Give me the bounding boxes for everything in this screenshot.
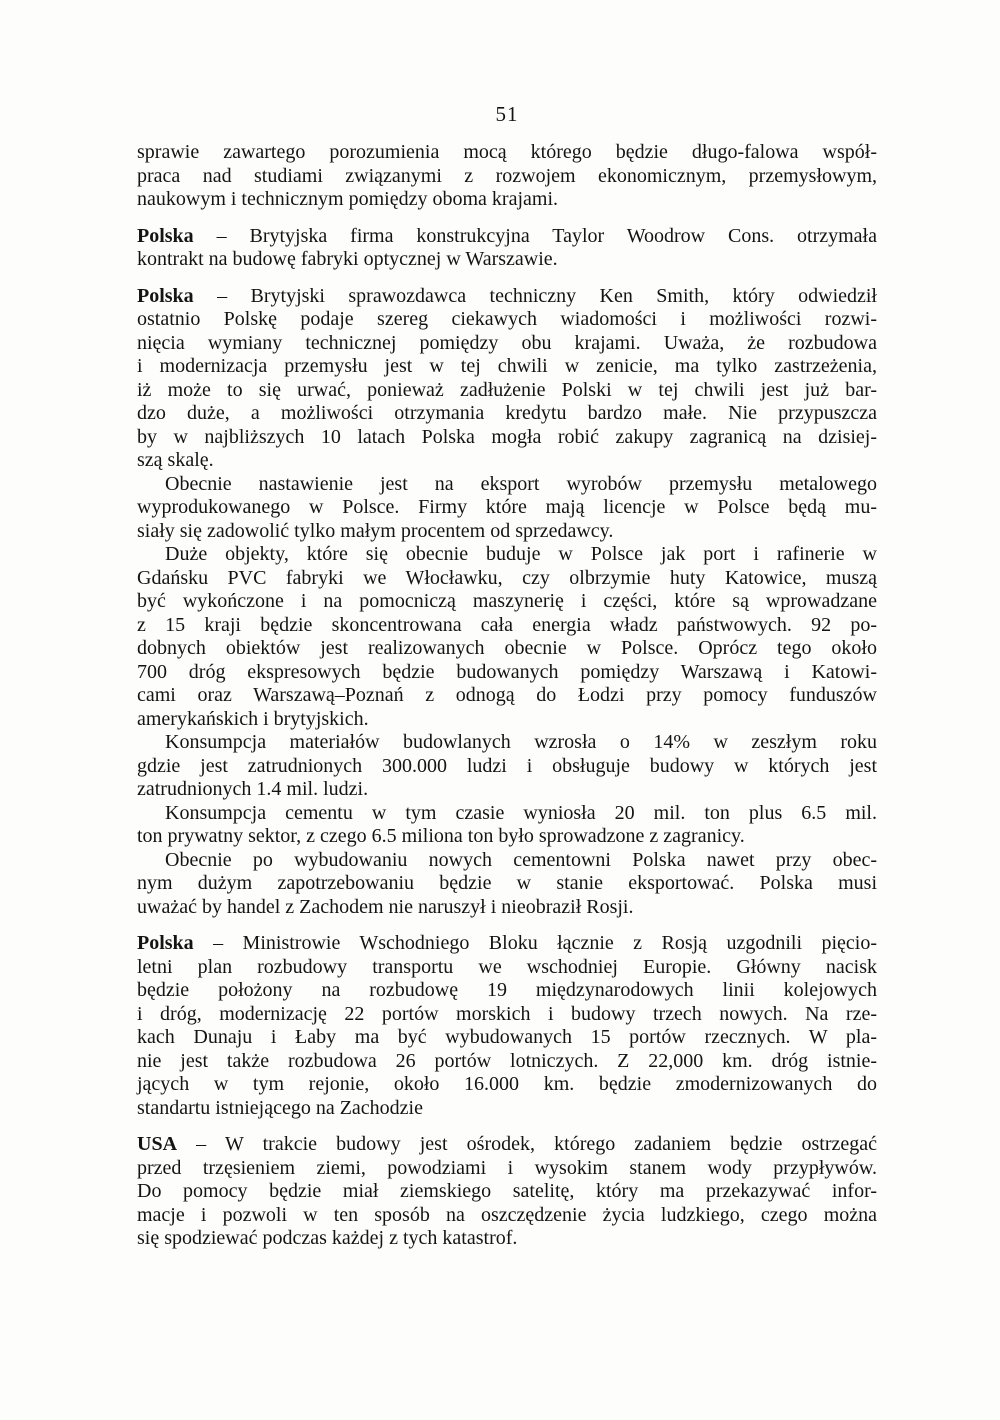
text-line: Obecnie po wybudowaniu nowych cementowni Polska nawet przy obec- [165, 848, 877, 871]
text-line: Polska – Ministrowie Wschodniego Bloku łącznie z Rosją uzgodnili pięcio- [137, 932, 877, 954]
text-line: być wykończone i na pomocniczą maszynerię i części, które są wprowadzane [137, 590, 877, 612]
text-line: USA – W trakcie budowy jest ośrodek, którego zadaniem będzie ostrzegać [137, 1133, 877, 1155]
text-line: szą skalę. [137, 449, 214, 471]
paragraph [137, 473, 877, 544]
text-line: Konsumpcja materiałów budowlanych wzrosła o 14% w zeszłym roku [165, 731, 877, 753]
text-line: macje i pozwoli w ten sposób na oszczędzenie życia ludzkiego, czego można [137, 1203, 877, 1226]
text-line: iż może to się urwać, ponieważ zadłużenie Polski w tej chwili jest już bar- [137, 378, 877, 401]
text-line: Obecnie nastawienie jest na eksport wyrobów przemysłu metalowego [165, 472, 877, 495]
text-line: zatrudnionych 1.4 mil. ludzi. [137, 778, 369, 800]
text-line: praca nad studiami związanymi z rozwojem ekonomicznym, przemysłowym, [137, 164, 877, 187]
section-label: Polska [137, 224, 194, 247]
text-line: letni plan rozbudowy transportu we wschodniej Europie. Główny nacisk [137, 955, 877, 978]
paragraph [137, 141, 877, 212]
text-line: ton prywatny sektor, z czego 6.5 miliona ton było sprowadzone z zagranicy. [137, 825, 745, 847]
text-line: nięcia wymiany technicznej pomiędzy obu krajami. Uważa, że rozbudowa [137, 331, 877, 354]
paragraph [137, 1133, 877, 1251]
text-line: kach Dunaju i Łaby ma być wybudowanych 15 portów rzecznych. W pla- [137, 1026, 877, 1048]
text-line: 700 dróg ekspresowych będzie budowanych pomiędzy Warszawą i Katowi- [137, 660, 877, 683]
text-line: by w najbliższych 10 latach Polska mogła robić zakupy zagranicą na dzisiej- [137, 425, 877, 448]
text-line: kontrakt na budowę fabryki optycznej w Warszawie. [137, 248, 558, 270]
paragraph [137, 225, 877, 272]
text-line: sprawie zawartego porozumienia mocą którego będzie długo-falowa współ- [137, 141, 877, 163]
text-line: wyprodukowanego w Polsce. Firmy które mają licencje w Polsce będą mu- [137, 496, 877, 518]
text-line: uważać by handel z Zachodem nie naruszył i nieobraził Rosji. [137, 895, 634, 918]
text-line: Konsumpcja cementu w tym czasie wyniosła 20 mil. ton plus 6.5 mil. [165, 801, 877, 824]
text-line: nym dużym zapotrzebowaniu będzie w stanie eksportować. Polska musi [137, 872, 877, 894]
text-line: Polska – Brytyjska firma konstrukcyjna Taylor Woodrow Cons. otrzymała [137, 224, 877, 247]
text-line: siały się zadowolić tylko małym procentem od sprzedawcy. [137, 519, 614, 542]
text-line: ostatnio Polskę podaje szereg ciekawych wiadomości i możliwości rozwi- [137, 308, 877, 330]
page-number: 51 [495, 102, 519, 126]
paragraph [137, 543, 877, 731]
text-line: cami oraz Warszawą–Poznań z odnogą do Łodzi przy pomocy funduszów [137, 684, 877, 706]
text-line: dzo duże, a możliwości otrzymania kredytu bardzo małe. Nie przypuszcza [137, 402, 877, 424]
text-line: gdzie jest zatrudnionych 300.000 ludzi i obsługuje budowy w których jest [137, 754, 877, 777]
text-line: jących w tym rejonie, około 16.000 km. będzie zmodernizowanych do [137, 1073, 877, 1095]
paragraph [137, 731, 877, 802]
paragraph [137, 932, 877, 1120]
text-line: amerykańskich i brytyjskich. [137, 707, 369, 730]
paragraph [137, 802, 877, 849]
document-body [137, 141, 877, 1251]
text-line: Do pomocy będzie miał ziemskiego satelitę, który ma przekazywać infor- [137, 1180, 877, 1202]
text-line: nie jest także rozbudowa 26 portów lotniczych. Z 22,000 km. dróg istnie- [137, 1049, 877, 1072]
paragraph [137, 849, 877, 920]
section-label: Polska [137, 284, 194, 307]
text-line: naukowym i technicznym pomiędzy oboma krajami. [137, 188, 558, 210]
text-line: standartu istniejącego na Zachodzie [137, 1096, 423, 1119]
text-line: Polska – Brytyjski sprawozdawca techniczny Ken Smith, który odwiedził [137, 284, 877, 307]
text-line: i dróg, modernizację 22 portów morskich i budowy trzech nowych. Na rze- [137, 1002, 877, 1025]
text-line: i modernizacja przemysłu jest w tej chwili w zenicie, ma tylko zastrzeżenia, [137, 355, 877, 377]
text-line: Gdańsku PVC fabryki we Włocławku, czy olbrzymie huty Katowice, muszą [137, 566, 877, 589]
section-label: USA [137, 1133, 178, 1155]
text-line: się spodziewać podczas każdej z tych katastrof. [137, 1227, 518, 1249]
text-line: dobnych obiektów jest realizowanych obecnie w Polsce. Oprócz tego około [137, 637, 877, 659]
text-line: przed trzęsieniem ziemi, powodziami i wysokim stanem wody przypływów. [137, 1156, 877, 1179]
section-label: Polska [137, 932, 194, 954]
text-line: z 15 kraji będzie skoncentrowana cała energia władz państwowych. 92 po- [137, 613, 877, 636]
text-line: Duże objekty, które się obecnie buduje w Polsce jak port i rafinerie w [165, 543, 877, 565]
text-line: będzie położony na rozbudowę 19 międzynarodowych linii kolejowych [137, 979, 877, 1001]
paragraph [137, 285, 877, 473]
